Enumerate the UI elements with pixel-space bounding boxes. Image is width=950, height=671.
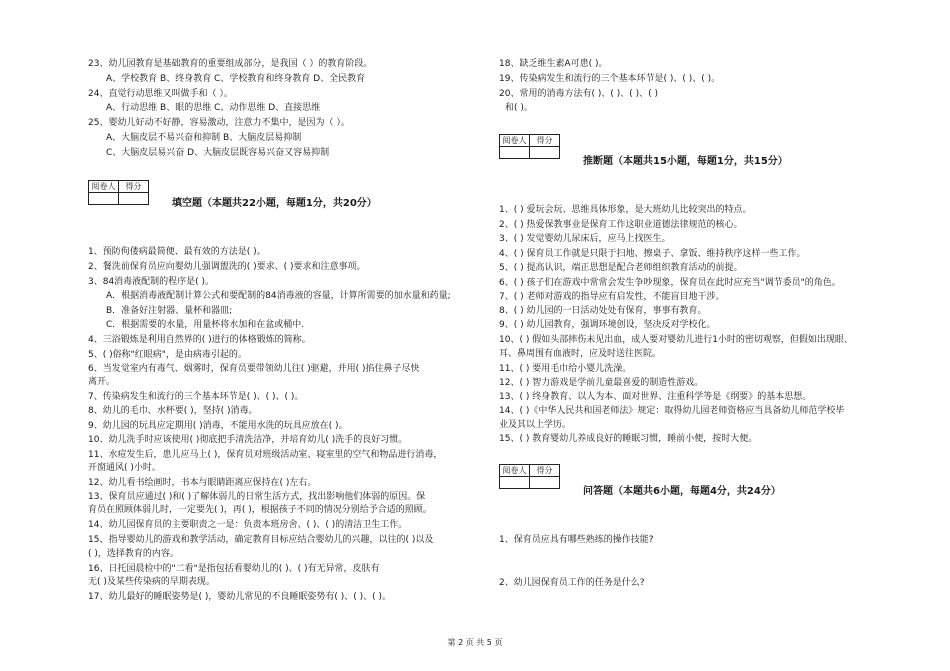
score-cell [119, 193, 149, 205]
question-25-options-ab: A、大脑皮层不易兴奋和抑制 B、大脑皮层易抑制 [106, 133, 302, 143]
fill-question: 10、幼儿洗手时应该使用( )彻底把手清洗洁净，并培育幼儿( )洗手的良好习惯。 [88, 435, 408, 445]
fill-question: 18、缺乏维生素A可患( )。 [499, 59, 608, 69]
judge-question: 6、( ) 孩子们在游戏中常常会发生争吵现象，保育员在此时应充当"调节委员"的角色。 [499, 278, 841, 288]
page-number: 第 2 页 共 5 页 [447, 638, 503, 647]
fill-blank-section-title: 填空题（本题共22小题，每题1分，共20分） [172, 198, 377, 209]
score-label: 得分 [530, 465, 560, 477]
fill-question: 离开。 [88, 377, 116, 387]
fill-question: 和( )。 [505, 103, 533, 113]
fill-question: 11、水痘发生后，患儿应马上( )，保育员对班级活动室、寝室里的空气和物品进行消毒， [88, 450, 443, 460]
judge-question: 5、( ) 提高认识，端正思想是配合老师组织教育活动的前提。 [499, 263, 743, 273]
judge-question: 8、( ) 幼儿园的一日活动处处有保育，事事有教育。 [499, 306, 707, 316]
judge-question: 1、( ) 爱玩会玩、思维具体形象，是大班幼儿比较突出的特点。 [499, 205, 752, 215]
fill-question: 6、当发觉室内有毒气、烟雾时，保育员要带领幼儿往( )驱避，并用( )掐住鼻子尽快 [88, 364, 420, 374]
question-23: 23、幼儿园教育是基础教育的重要组成部分，是我国（ ）的教育阶段。 [88, 59, 373, 69]
fill-question: 19、传染病发生和流行的三个基本环节是( )、( )、( )。 [499, 74, 721, 84]
score-box [499, 464, 560, 489]
fill-question: 15、指导婴幼儿的游戏和教学活动，确定教育目标应结合婴幼儿的兴趣，以往的( )以及 [88, 535, 434, 545]
judge-question: 4、( ) 保育员工作就是只限于扫地、擦桌子、拿饭、维持秩序这样一些工作。 [499, 249, 806, 259]
grader-label: 阅卷人 [500, 135, 530, 147]
fill-question: 8、幼儿的毛巾、水杯要( )，坚持( )消毒。 [88, 406, 258, 416]
score-cell [530, 477, 560, 489]
score-label: 得分 [530, 135, 560, 147]
judge-question: 10、( ) 假如头部摔伤未见出血，成人要对婴幼儿进行1小时的密切观察，但假如出现眼、 [499, 335, 853, 345]
grader-label: 阅卷人 [500, 465, 530, 477]
judge-question: 12、( ) 智力游戏是学前儿童最喜爱的制造性游戏。 [499, 378, 704, 388]
fill-question: 17、幼儿最好的睡眠姿势是( )，婴幼儿常见的不良睡眠姿势有( )、( )、( )。 [88, 592, 391, 602]
question-25-options-cd: C、大脑皮层易兴奋 D、大脑皮层既容易兴奋又容易抑制 [106, 148, 330, 158]
fill-question: 13、保育员应通过( )和( )了解体弱儿的日常生活方式，找出影响他们体弱的原因。保 [88, 492, 426, 502]
fill-question: 16、日托园晨检中的"二看"是指包括看婴幼儿的( )、( )有无异常，皮肤有 [88, 564, 380, 574]
fill-question: 1、预防佝偻病最简便、最有效的方法是( )。 [88, 247, 266, 257]
fill-question: 20、常用的消毒方法有( )、( )、( )、( ) [499, 89, 658, 99]
qa-section-title: 问答题（本题共6小题，每题4分，共24分） [583, 486, 781, 497]
question-25: 25、婴幼儿好动不好静，容易激动，注意力不集中，是因为（ ）。 [88, 118, 350, 128]
judge-question: 7、( ) 老师对游戏的指导应有启发性，不能盲目地干涉。 [499, 292, 725, 302]
question-24-options: A、行动思维 B、眼的思维 C、动作思维 D、直接思维 [106, 103, 321, 113]
score-label: 得分 [119, 181, 149, 193]
fill-question: 9、幼儿园的玩具应定期用( )消毒，不能用水洗的玩具应放在( )。 [88, 421, 348, 431]
fill-question: A．根据消毒液配制计算公式和要配制的84消毒液的容量，计算所需要的加水量和药量; [106, 291, 451, 301]
score-box [499, 134, 560, 159]
fill-question: 7、传染病发生和流行的三个基本环节是( )、( )、( )。 [88, 392, 304, 402]
qa-question: 2、幼儿园保育员工作的任务是什么? [499, 578, 645, 588]
fill-question: 育员在照顾体弱儿时，一定要先( )，再( )，根据孩子不同的情况分别给予合适的照顾。 [88, 505, 432, 515]
grader-cell [500, 477, 530, 489]
question-23-options: A、学校教育 B、终身教育 C、学校教育和终身教育 D、全民教育 [106, 74, 366, 84]
judge-question: 2、( ) 热爱保教事业是保育工作这职业道德法律规范的核心。 [499, 220, 743, 230]
judge-question: 15、( ) 教育婴幼儿养成良好的睡眠习惯，睡前小便，按时大便。 [499, 434, 758, 444]
fill-question: 开窗通风( )小时。 [88, 463, 161, 473]
grader-cell [89, 193, 119, 205]
fill-question: B．准备好注射器、量杯和器皿; [106, 306, 233, 316]
score-box [88, 180, 149, 205]
grader-label: 阅卷人 [89, 181, 119, 193]
fill-question: 2、餐洗前保育员应向婴幼儿强调盥洗的( )要求、( )要求和注意事项。 [88, 262, 366, 272]
fill-question: 3、84消毒液配制的程序是( )。 [88, 277, 215, 287]
fill-question: ( )，选择教育的内容。 [88, 549, 179, 559]
fill-question: 12、幼儿看书绘画时，书本与眼睛距离应保持在( )左右。 [88, 478, 317, 488]
judge-question: 9、( ) 幼儿园教育，强调环境创设，坚决反对学校化。 [499, 320, 716, 330]
fill-question: 4、三浴锻炼是利用自然界的( )进行的体格锻炼的简称。 [88, 335, 311, 345]
judge-question: 13、( ) 终身教育、以人为本、面对世界、注重科学等是《纲要》的基本思想。 [499, 392, 812, 402]
qa-question: 1、保育员应具有哪些熟练的操作技能? [499, 535, 654, 545]
judge-question: 11、( ) 要用毛巾给小婴儿洗澡。 [499, 364, 632, 374]
judge-question: 耳、鼻周围有血液时，应及时送往医院。 [499, 349, 662, 359]
score-cell [530, 147, 560, 159]
fill-question: C．根据需要的水量，用量杯将水加和在盆或桶中. [106, 320, 305, 330]
fill-question: 14、幼儿园保育员的主要职责之一是：负责本班房舍、( )、( )的清洁卫生工作。 [88, 520, 408, 530]
grader-cell [500, 147, 530, 159]
fill-question: 5、( )俗称"红眼病"，是由病毒引起的。 [88, 350, 247, 360]
judge-section-title: 推断题（本题共15小题，每题1分，共15分） [583, 156, 788, 167]
judge-question: 14、( )《中华人民共和国老师法》规定：取得幼儿园老师资格应当具备幼儿师范学校毕 [499, 406, 845, 416]
fill-question: 无( )及某些传染病的早期表现。 [88, 577, 215, 587]
judge-question: 业及其以上学历。 [499, 420, 572, 430]
judge-question: 3、( ) 发觉婴幼儿尿床后，应马上找医生。 [499, 234, 671, 244]
question-24: 24、直觉行动思维又叫做手和（ ）。 [88, 89, 233, 99]
